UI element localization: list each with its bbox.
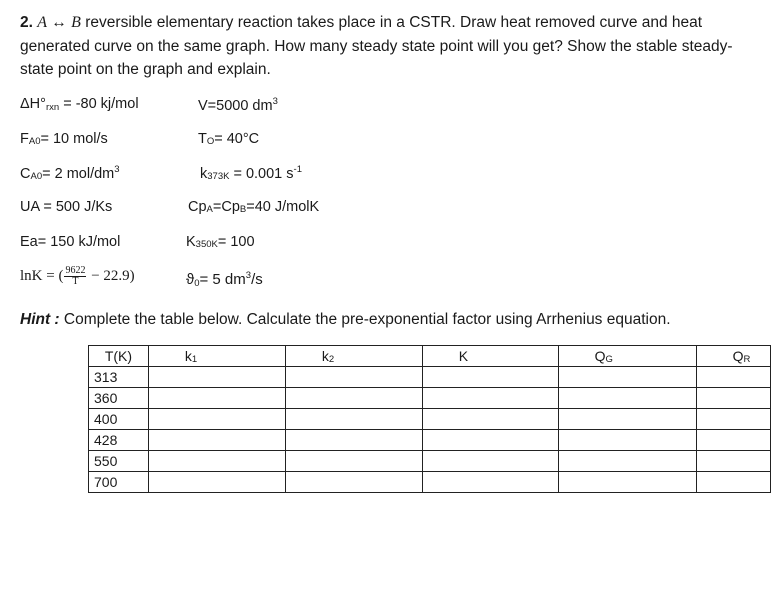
cell-temperature: 428 — [89, 430, 149, 451]
cell-k[interactable] — [422, 409, 558, 430]
cell-qr[interactable] — [696, 451, 770, 472]
param-enthalpy: $\Delta H^\circ_{rxn} = -80$ kj/mol — [20, 96, 139, 113]
table-row — [89, 409, 771, 430]
table-row — [89, 430, 771, 451]
param-fa0: FA0= 10 mol/s — [20, 131, 108, 147]
cell-k[interactable] — [422, 430, 558, 451]
cell-qr[interactable] — [696, 367, 770, 388]
table-row — [89, 451, 771, 472]
table-header-row — [89, 346, 771, 367]
cell-qg[interactable] — [558, 388, 696, 409]
hint-label: Hint : — [20, 311, 60, 328]
cell-qr[interactable] — [696, 409, 770, 430]
cell-k2[interactable] — [285, 472, 422, 493]
cell-k1[interactable] — [148, 388, 285, 409]
product-b: B — [71, 14, 81, 31]
cell-k2[interactable] — [285, 388, 422, 409]
header-qr: QR — [696, 346, 770, 367]
cell-temperature: 360 — [89, 388, 149, 409]
cell-k2[interactable] — [285, 409, 422, 430]
cell-k[interactable] — [422, 451, 558, 472]
table-row — [89, 472, 771, 493]
param-volume: V=5000 $dm^3$ — [198, 96, 278, 114]
cell-temperature: 400 — [89, 409, 149, 430]
equation-fraction: $\frac{9622}{T}$ — [65, 265, 86, 287]
cell-k1[interactable] — [148, 409, 285, 430]
cell-k1[interactable] — [148, 367, 285, 388]
cell-qg[interactable] — [558, 409, 696, 430]
cell-qg[interactable] — [558, 367, 696, 388]
param-t0: TO= 40°C — [198, 131, 260, 147]
header-k2: k2 — [285, 346, 422, 367]
cell-k[interactable] — [422, 388, 558, 409]
hint-body: Complete the table below. Calculate the pre-exponential factor using Arrhenius equation. — [59, 311, 671, 328]
cell-temperature: 550 — [89, 451, 149, 472]
param-ua: UA = 500 J/Ks — [20, 199, 113, 215]
cell-qg[interactable] — [558, 451, 696, 472]
header-qg: QG — [558, 346, 696, 367]
cell-qr[interactable] — [696, 388, 770, 409]
header-k: K — [422, 346, 558, 367]
question-body: reversible elementary reaction takes place in a CSTR. Draw heat removed curve and heat generated curve on the same graph. How many steady state point will you get? Show the stable steady-state point on the graph and explain. — [20, 14, 733, 78]
param-v0: $ϑ_0= 5$ $dm^3/s$ — [186, 270, 263, 289]
cell-qr[interactable] — [696, 430, 770, 451]
cell-k1[interactable] — [148, 451, 285, 472]
table-row — [89, 388, 771, 409]
cell-qg[interactable] — [558, 430, 696, 451]
cell-temperature: 700 — [89, 472, 149, 493]
hint-text — [20, 311, 671, 329]
cell-k[interactable] — [422, 367, 558, 388]
cell-qg[interactable] — [558, 472, 696, 493]
cell-k[interactable] — [422, 472, 558, 493]
question-text — [20, 11, 755, 82]
reversible-arrow-icon: ↔ — [51, 14, 67, 31]
cell-k2[interactable] — [285, 451, 422, 472]
param-cp: CpA=CpB=40 J/molK — [188, 199, 320, 215]
header-k1: k1 — [148, 346, 285, 367]
equation-lnk: lnK = ( $\frac{9622}{T}$ − 22.9) — [20, 265, 135, 287]
param-k350: K350K= 100 — [186, 234, 255, 250]
cell-k2[interactable] — [285, 430, 422, 451]
header-tk: T(K) — [89, 346, 149, 367]
data-table — [88, 345, 771, 493]
param-ca0: CA0= 2 mol/$dm^3$ — [20, 164, 120, 182]
param-k373: k373K = 0.001 $s^{-1}$ — [200, 164, 302, 182]
table-row — [89, 367, 771, 388]
cell-k1[interactable] — [148, 472, 285, 493]
reactant-a: A — [37, 14, 48, 31]
cell-k1[interactable] — [148, 430, 285, 451]
cell-temperature: 313 — [89, 367, 149, 388]
cell-qr[interactable] — [696, 472, 770, 493]
param-ea: Ea= 150 kJ/mol — [20, 234, 121, 250]
cell-k2[interactable] — [285, 367, 422, 388]
question-number: 2. — [20, 14, 33, 31]
